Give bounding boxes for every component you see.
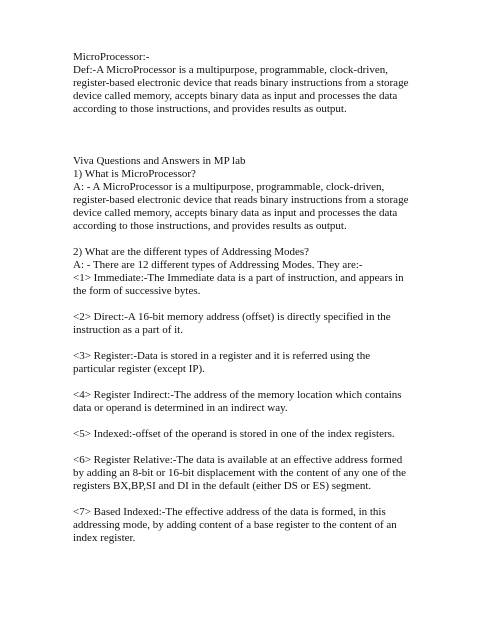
mode-6-line: by adding an 8-bit or 16-bit displacement with the content of any one of the bbox=[73, 467, 406, 479]
intro-line: Def:-A MicroProcessor is a multipurpose, programmable, clock-driven, bbox=[73, 64, 388, 76]
intro-line: according to those instructions, and provides results as output. bbox=[73, 103, 347, 115]
answer-2-intro: A: - There are 12 different types of Addressing Modes. They are:- bbox=[73, 259, 363, 271]
section-spacer bbox=[73, 116, 433, 155]
paragraph-spacer bbox=[73, 298, 433, 311]
mode-1-line: the form of successive bytes. bbox=[73, 285, 201, 297]
mode-4-block bbox=[73, 389, 433, 415]
paragraph-spacer bbox=[73, 493, 433, 506]
mode-5-block bbox=[73, 428, 433, 441]
viva-heading: Viva Questions and Answers in MP lab bbox=[73, 155, 246, 167]
mode-6-line: <6> Register Relative:-The data is available at an effective address formed bbox=[73, 454, 403, 466]
question-2-block bbox=[73, 246, 433, 298]
mode-6-block bbox=[73, 454, 433, 493]
paragraph-spacer bbox=[73, 376, 433, 389]
paragraph-spacer bbox=[73, 337, 433, 350]
mode-4-line: <4> Register Indirect:-The address of the memory location which contains bbox=[73, 389, 402, 401]
mode-1-line: <1> Immediate:-The Immediate data is a part of instruction, and appears in bbox=[73, 272, 404, 284]
intro-line: register-based electronic device that reads binary instructions from a storage bbox=[73, 77, 409, 89]
mode-4-line: data or operand is determined in an indirect way. bbox=[73, 402, 288, 414]
mode-2-line: instruction as a part of it. bbox=[73, 324, 183, 336]
intro-line: device called memory, accepts binary data as input and processes the data bbox=[73, 90, 398, 102]
answer-1-line: according to those instructions, and provides results as output. bbox=[73, 220, 347, 232]
mode-2-line: <2> Direct:-A 16-bit memory address (offset) is directly specified in the bbox=[73, 311, 391, 323]
answer-1-line: A: - A MicroProcessor is a multipurpose, programmable, clock-driven, bbox=[73, 181, 385, 193]
paragraph-spacer bbox=[73, 233, 433, 246]
mode-7-block bbox=[73, 506, 433, 545]
question-1: 1) What is MicroProcessor? bbox=[73, 168, 196, 180]
mode-6-line: registers BX,BP,SI and DI in the default (either DS or ES) segment. bbox=[73, 480, 372, 492]
answer-1-line: device called memory, accepts binary data as input and processes the data bbox=[73, 207, 398, 219]
paragraph-spacer bbox=[73, 415, 433, 428]
question-2: 2) What are the different types of Addressing Modes? bbox=[73, 246, 310, 258]
mode-3-line: <3> Register:-Data is stored in a register and it is referred using the bbox=[73, 350, 371, 362]
mode-5-line: <5> Indexed:-offset of the operand is stored in one of the index registers. bbox=[73, 428, 395, 440]
mode-3-line: particular register (except IP). bbox=[73, 363, 205, 375]
paragraph-spacer bbox=[73, 441, 433, 454]
viva-section bbox=[73, 155, 433, 233]
intro-heading: MicroProcessor:- bbox=[73, 51, 150, 63]
mode-7-line: <7> Based Indexed:-The effective address of the data is formed, in this bbox=[73, 506, 386, 518]
mode-3-block bbox=[73, 350, 433, 376]
document-page bbox=[73, 51, 433, 545]
mode-7-line: index register. bbox=[73, 532, 136, 544]
intro-section bbox=[73, 51, 433, 116]
answer-1-line: register-based electronic device that reads binary instructions from a storage bbox=[73, 194, 409, 206]
mode-2-block bbox=[73, 311, 433, 337]
mode-7-line: addressing mode, by adding content of a base register to the content of an bbox=[73, 519, 397, 531]
